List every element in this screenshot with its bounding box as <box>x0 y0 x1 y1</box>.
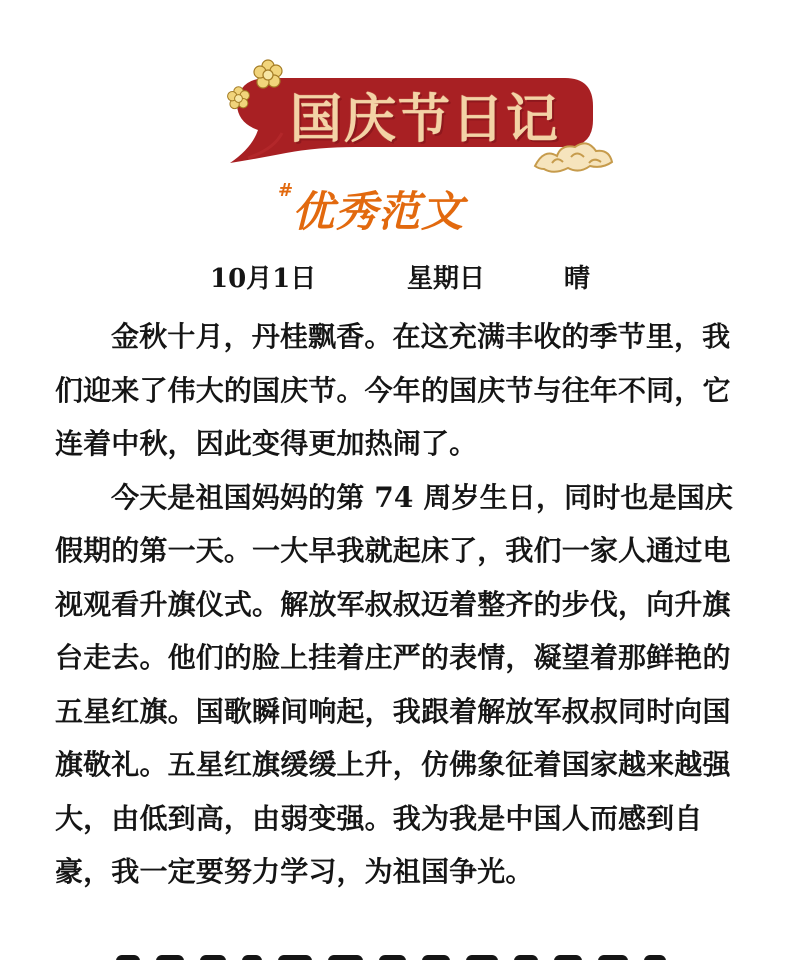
subtitle-text: 优秀范文 <box>292 187 465 236</box>
diary-date-line <box>202 258 622 298</box>
weather-text: 晴 <box>564 264 591 294</box>
paragraph-2: 今天是祖国妈妈的第 74 周岁生日，同时也是国庆假期的第一天。一大早我就起床了，我们一家人通过电视观看升旗仪式。解放军叔叔迈着整齐的步伐，向升旗台走去。他们的脸上挂着庄严的表情，凝望着那鲜艳的五星红旗。国歌瞬间响起，我跟着解放军叔叔同时向国旗敬礼。五星红旗缓缓上升，仿佛象征着国家越来越强大，由低到高，由弱变强。我为我是中国人而感到自豪，我一定要努力学习，为祖国争光。 <box>55 480 734 888</box>
flower-icon <box>226 86 251 111</box>
cropped-next-line <box>116 942 726 960</box>
date-text: 10月1日 <box>210 264 317 294</box>
weekday-text: 星期日 <box>407 264 486 294</box>
subtitle <box>278 176 527 242</box>
paragraph-1: 金秋十月，丹桂飘香。在这充满丰收的季节里，我们迎来了伟大的国庆节。今年的国庆节与往年不同，它连着中秋，因此变得更加热闹了。 <box>55 320 731 460</box>
subtitle-hash: # <box>278 180 295 201</box>
diary-article <box>55 310 750 899</box>
page-title: 国庆节日记 <box>289 90 560 149</box>
diary-header <box>0 0 800 250</box>
